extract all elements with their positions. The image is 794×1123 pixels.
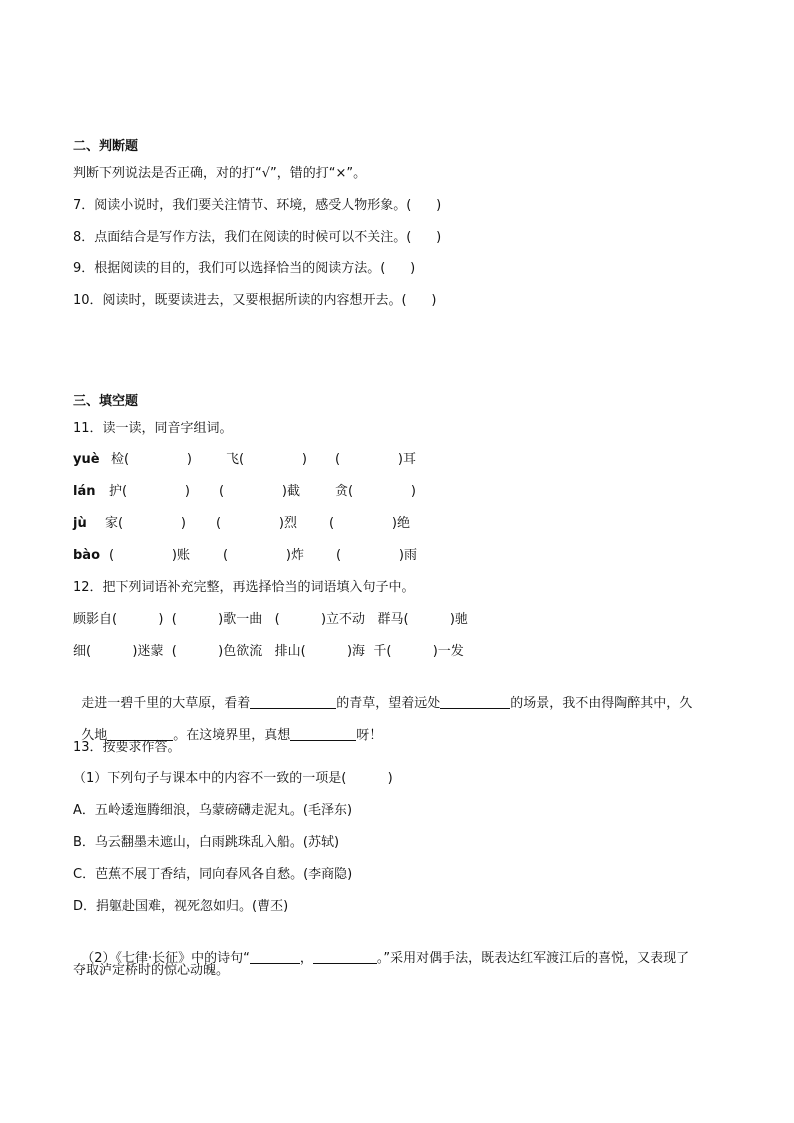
homophone-cell: 飞( )	[226, 452, 307, 467]
pinyin-label: lán	[73, 484, 96, 499]
paragraph-text: 。在这境界里，真想	[173, 728, 291, 743]
option-a: A．五岭逶迤腾细浪，乌蒙磅礴走泥丸。(毛泽东)	[73, 803, 353, 818]
answer-blank[interactable]	[250, 949, 300, 964]
question-13-sub2-cont: 夺取泸定桥时的惊心动魄。	[73, 963, 230, 978]
sub2-text: （2）《七律·长征》中的诗句“	[81, 951, 250, 966]
question-10: 10．阅读时，既要读进去，又要根据所读的内容想开去。( )	[73, 293, 437, 308]
option-c: C．芭蕉不展丁香结，同向春风各自愁。(李商隐)	[73, 867, 353, 882]
answer-blank[interactable]	[313, 949, 377, 964]
option-b: B．乌云翻墨未遮山，白雨跳珠乱入船。(苏轼)	[73, 835, 340, 850]
question-13-title: 13．按要求作答。	[73, 740, 181, 755]
option-d: D．捐躯赴国难，视死忽如归。(曹丕)	[73, 899, 289, 914]
question-13-sub1: （1）下列句子与课本中的内容不一致的一项是( )	[73, 771, 393, 786]
paragraph-text: 呀！	[356, 728, 383, 743]
homophone-cell: ( )截	[219, 484, 300, 499]
homophone-cell: 护( )	[109, 484, 190, 499]
sub2-text: 。”采用对偶手法，既表达红军渡江后的喜悦，又表现了	[376, 951, 690, 966]
homophone-cell: ( )烈	[216, 516, 297, 531]
section-heading-judgment: 二、判断题	[73, 139, 139, 154]
sub2-text: ，	[299, 951, 313, 966]
homophone-cell: ( )炸	[223, 548, 304, 563]
paragraph-text: 的青草，望着远处	[336, 696, 441, 711]
question-7: 7．阅读小说时，我们要关注情节、环境，感受人物形象。( )	[73, 198, 442, 213]
homophone-cell: 家( )	[105, 516, 186, 531]
answer-blank[interactable]	[440, 694, 510, 709]
question-11-title: 11．读一读，同音字组词。	[73, 421, 233, 436]
homophone-cell: ( )耳	[335, 452, 416, 467]
judgment-instruction: 判断下列说法是否正确，对的打“√”，错的打“×”。	[73, 166, 367, 181]
paragraph-text: 久地	[81, 728, 108, 743]
answer-blank[interactable]	[290, 726, 356, 741]
homophone-cell: 贪( )	[335, 484, 416, 499]
pinyin-label: yuè	[73, 452, 100, 467]
homophone-cell: ( )雨	[336, 548, 417, 563]
homophone-cell: 检( )	[111, 452, 192, 467]
section-heading-fill: 三、填空题	[73, 394, 139, 409]
idiom-line-1: 顾影自( ) ( )歌一曲 ( )立不动 群马( )驰	[73, 612, 468, 627]
homophone-cell: ( )账	[109, 548, 190, 563]
homophone-cell: ( )绝	[329, 516, 410, 531]
idiom-line-2: 细( )迷蒙 ( )色欲流 排山( )海 千( )一发	[73, 644, 464, 659]
pinyin-label: bào	[73, 548, 101, 563]
question-12-title: 12．把下列词语补充完整，再选择恰当的词语填入句子中。	[73, 580, 415, 595]
paragraph-text: 走进一碧千里的大草原，看着	[81, 696, 251, 711]
question-9: 9．根据阅读的目的，我们可以选择恰当的阅读方法。( )	[73, 261, 416, 276]
pinyin-label: jù	[73, 516, 87, 531]
question-8: 8．点面结合是写作方法，我们在阅读的时候可以不关注。( )	[73, 230, 442, 245]
paragraph-text: 的场景，我不由得陶醉其中，久	[510, 696, 693, 711]
